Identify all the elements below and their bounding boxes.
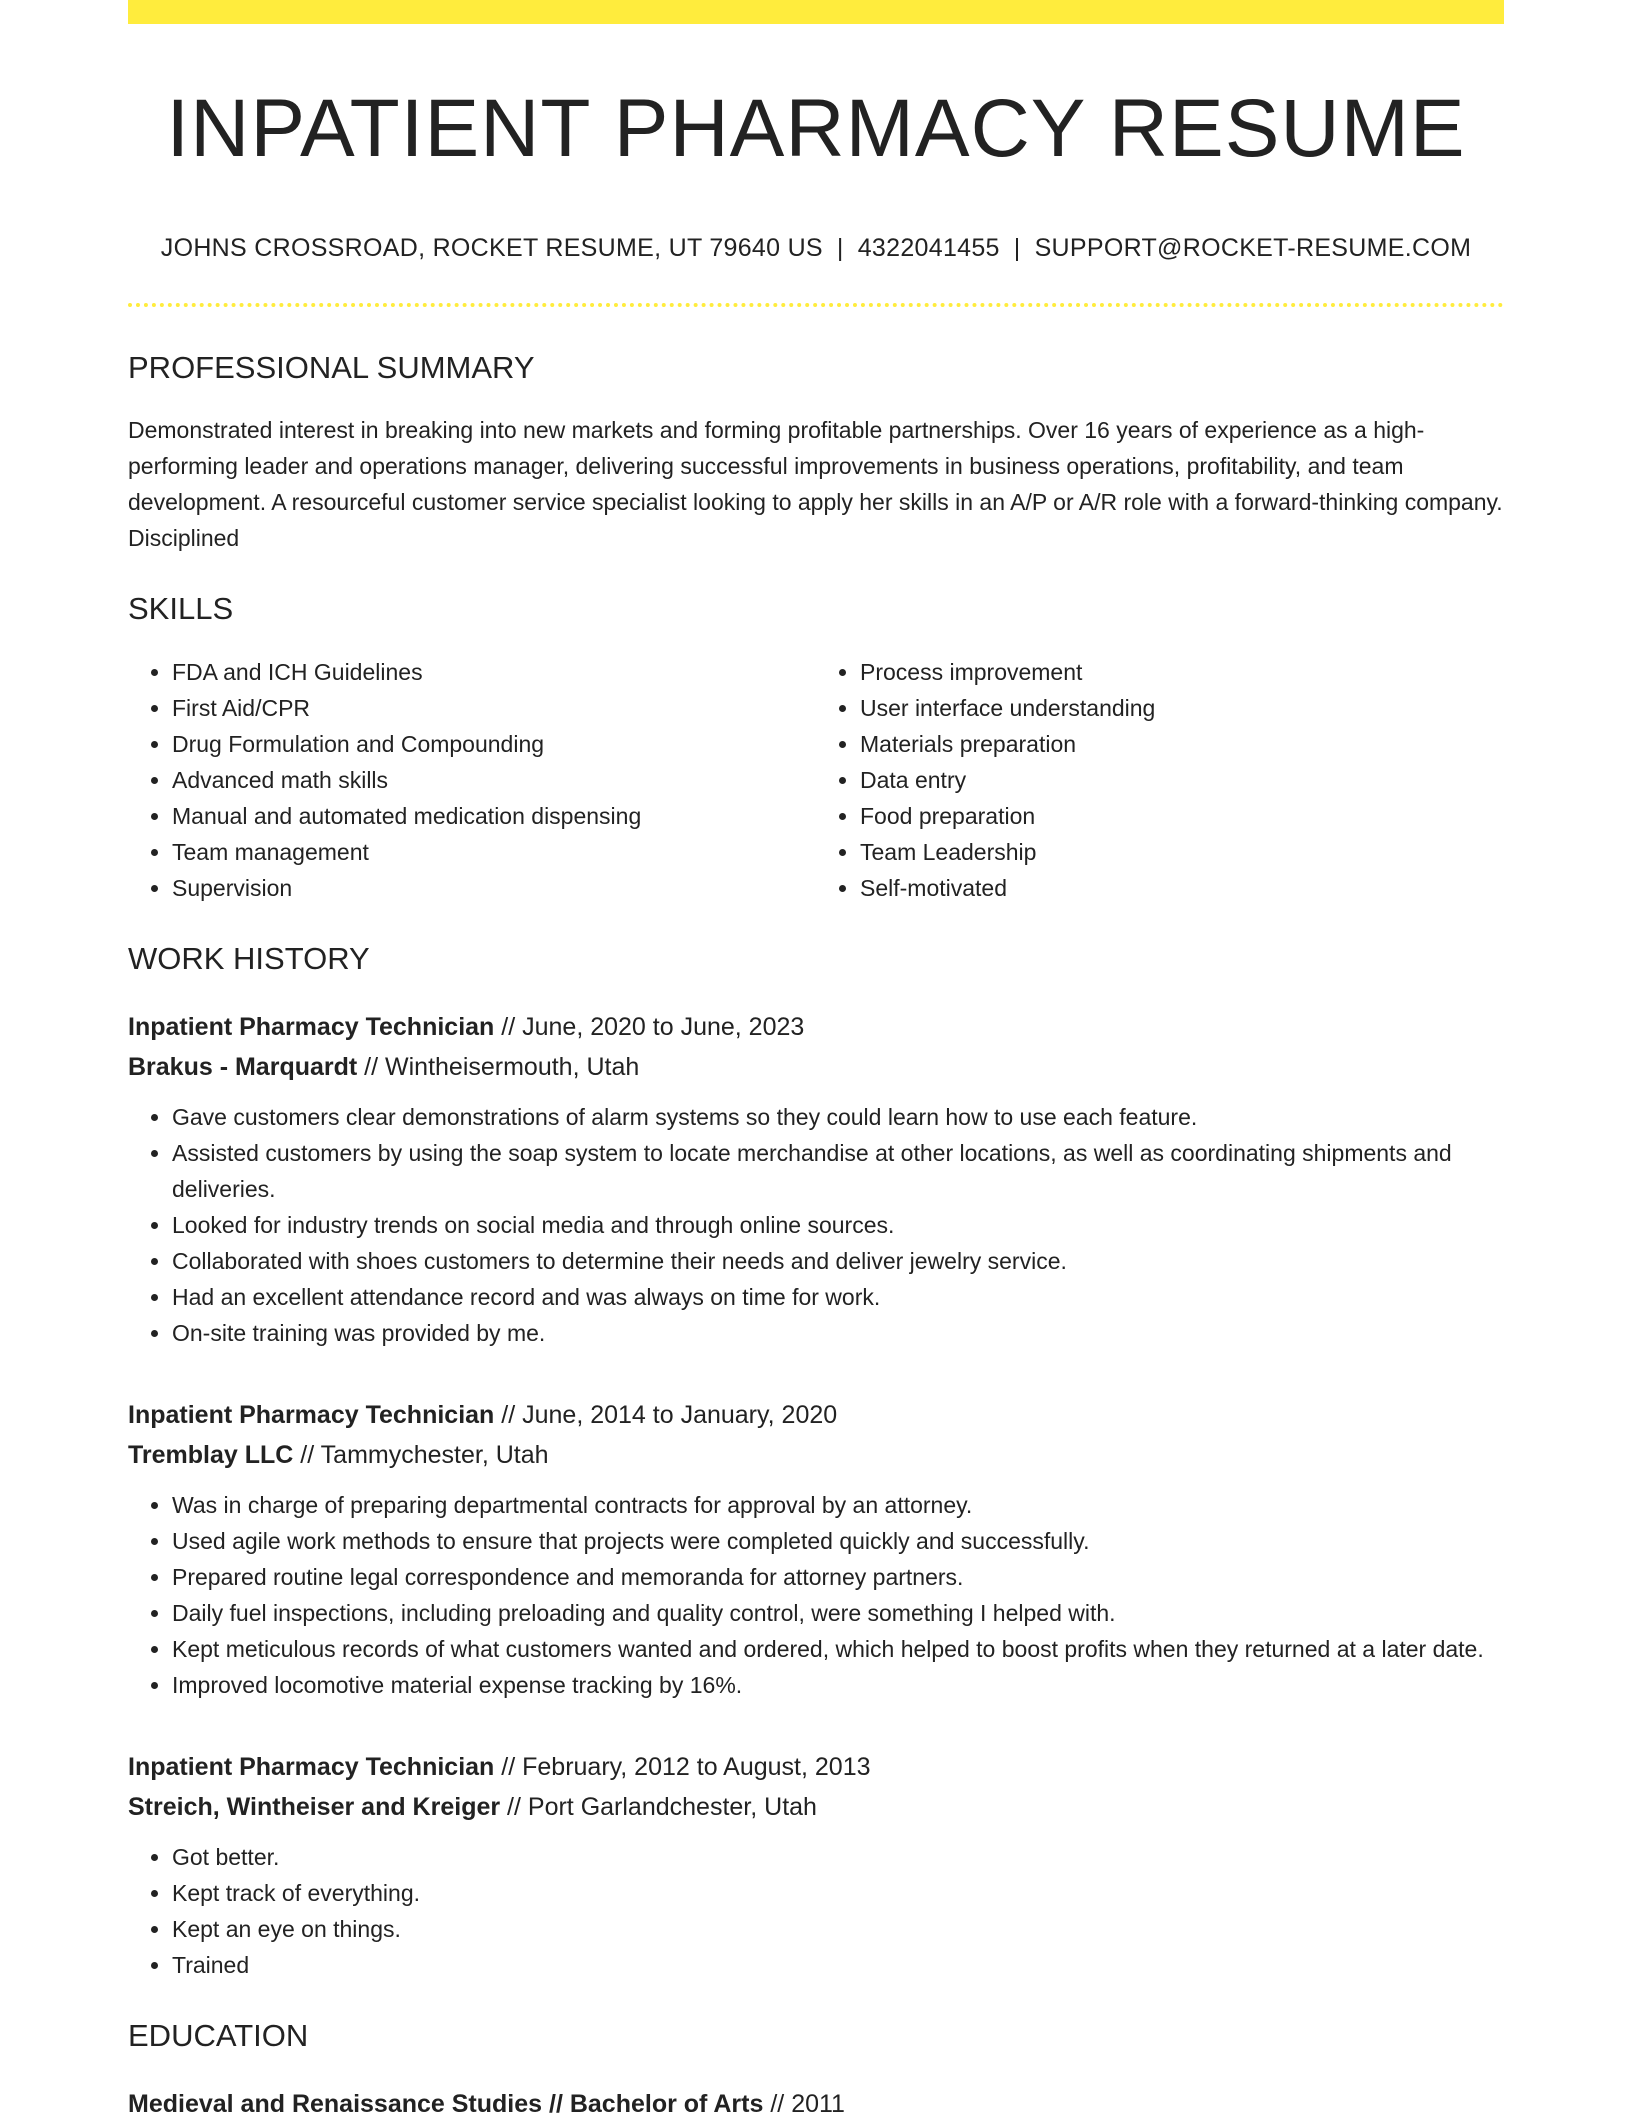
job-company-line <box>128 1047 1504 1087</box>
skills-heading: SKILLS <box>128 591 234 627</box>
job-title-line <box>128 1007 1504 1047</box>
skill-item: • User interface understanding <box>860 690 1504 726</box>
duty-item: • Looked for industry trends on social media and through online sources. <box>172 1207 1504 1243</box>
duty-item: • Trained <box>172 1947 1504 1983</box>
duty-item: • Daily fuel inspections, including preloading and quality control, were something I helped with. <box>172 1595 1504 1631</box>
duty-item: • Assisted customers by using the soap system to locate merchandise at other locations, as well as coordinating shipments and deliveries. <box>172 1135 1504 1207</box>
skills-column-right <box>816 654 1504 906</box>
duty-item: • Was in charge of preparing departmental contracts for approval by an attorney. <box>172 1487 1504 1523</box>
education-entry <box>128 2084 1504 2124</box>
duty-item: • Improved locomotive material expense tracking by 16%. <box>172 1667 1504 1703</box>
job-location: Wintheisermouth, Utah <box>385 1052 640 1081</box>
duty-item: • Had an excellent attendance record and was always on time for work. <box>172 1279 1504 1315</box>
job-title-line <box>128 1395 1504 1435</box>
job-role: Inpatient Pharmacy Technician <box>128 1012 495 1041</box>
job-separator: // <box>494 1752 523 1781</box>
duty-item: • Kept meticulous records of what customers wanted and ordered, which helped to boost profits when they returned at a later date. <box>172 1631 1504 1667</box>
summary-heading: PROFESSIONAL SUMMARY <box>128 350 535 386</box>
education-year-separator: // <box>763 2090 792 2119</box>
skill-item: • Drug Formulation and Compounding <box>172 726 816 762</box>
job-company-line <box>128 1787 1504 1827</box>
duty-item: • Got better. <box>172 1839 1504 1875</box>
skill-item: • Materials preparation <box>860 726 1504 762</box>
job-separator: // <box>293 1440 321 1469</box>
skill-item: • Manual and automated medication dispensing <box>172 798 816 834</box>
job-separator: // <box>494 1012 523 1041</box>
job-dates: June, 2014 to January, 2020 <box>522 1400 838 1429</box>
skill-item: • Food preparation <box>860 798 1504 834</box>
education-heading: EDUCATION <box>128 2017 309 2053</box>
job-separator: // <box>494 1400 523 1429</box>
contact-separator: | <box>836 234 844 263</box>
duty-item: • Prepared routine legal correspondence and memoranda for attorney partners. <box>172 1559 1504 1595</box>
skill-item: • Data entry <box>860 762 1504 798</box>
skill-item: • Advanced math skills <box>172 762 816 798</box>
job-entry <box>128 1395 1504 1703</box>
contact-phone: 4322041455 <box>857 234 1000 263</box>
skill-item: • Team Leadership <box>860 834 1504 870</box>
work-history-heading: WORK HISTORY <box>128 940 370 976</box>
dotted-divider <box>128 303 1504 307</box>
duty-item: • Gave customers clear demonstrations of alarm systems so they could learn how to use each feature. <box>172 1099 1504 1135</box>
work-history-list <box>128 1007 1504 1983</box>
job-dates: February, 2012 to August, 2013 <box>522 1752 871 1781</box>
resume-page <box>128 0 1504 2124</box>
skills-list <box>128 654 1504 906</box>
duty-item: • On-site training was provided by me. <box>172 1315 1504 1351</box>
skills-column-left <box>128 654 816 906</box>
job-duties <box>128 1099 1504 1351</box>
duty-item: • Kept track of everything. <box>172 1875 1504 1911</box>
contact-line <box>128 234 1504 263</box>
job-location: Tammychester, Utah <box>320 1440 549 1469</box>
job-duties <box>128 1839 1504 1983</box>
job-location: Port Garlandchester, Utah <box>527 1792 817 1821</box>
education-degree: Medieval and Renaissance Studies // Bachelor of Arts <box>128 2090 764 2119</box>
skill-item: • Supervision <box>172 870 816 906</box>
skill-item: • First Aid/CPR <box>172 690 816 726</box>
contact-separator: | <box>1013 234 1021 263</box>
job-role: Inpatient Pharmacy Technician <box>128 1400 495 1429</box>
contact-address: JOHNS CROSSROAD, ROCKET RESUME, UT 79640 US <box>160 234 823 263</box>
job-role: Inpatient Pharmacy Technician <box>128 1752 495 1781</box>
job-separator: // <box>357 1052 386 1081</box>
job-company: Brakus - Marquardt <box>128 1052 358 1081</box>
job-entry <box>128 1007 1504 1351</box>
job-company: Streich, Wintheiser and Kreiger <box>128 1792 501 1821</box>
skill-item: • Team management <box>172 834 816 870</box>
skill-item: • Self-motivated <box>860 870 1504 906</box>
job-company-line <box>128 1435 1504 1475</box>
top-accent-bar <box>128 0 1504 24</box>
job-separator: // <box>500 1792 528 1821</box>
job-entry <box>128 1747 1504 1983</box>
education-year: 2011 <box>791 2090 845 2119</box>
job-company: Tremblay LLC <box>128 1440 294 1469</box>
skill-item: • FDA and ICH Guidelines <box>172 654 816 690</box>
job-title-line <box>128 1747 1504 1787</box>
job-duties <box>128 1487 1504 1703</box>
skill-item: • Process improvement <box>860 654 1504 690</box>
duty-item: • Kept an eye on things. <box>172 1911 1504 1947</box>
duty-item: • Used agile work methods to ensure that projects were completed quickly and successfully. <box>172 1523 1504 1559</box>
contact-email: SUPPORT@ROCKET-RESUME.COM <box>1034 234 1472 263</box>
duty-item: • Collaborated with shoes customers to determine their needs and deliver jewelry service. <box>172 1243 1504 1279</box>
summary-text: Demonstrated interest in breaking into new markets and forming profitable partnerships. Over 16 years of experience as a high-performing leader and operations manager, delivering successful improvements in business operations, profitability, and team development. A resourceful customer service specialist looking to apply her skills in an A/P or A/R role with a forward-thinking company. Disciplined <box>128 417 1503 552</box>
job-dates: June, 2020 to June, 2023 <box>522 1012 805 1041</box>
resume-title: INPATIENT PHARMACY RESUME <box>166 83 1466 174</box>
